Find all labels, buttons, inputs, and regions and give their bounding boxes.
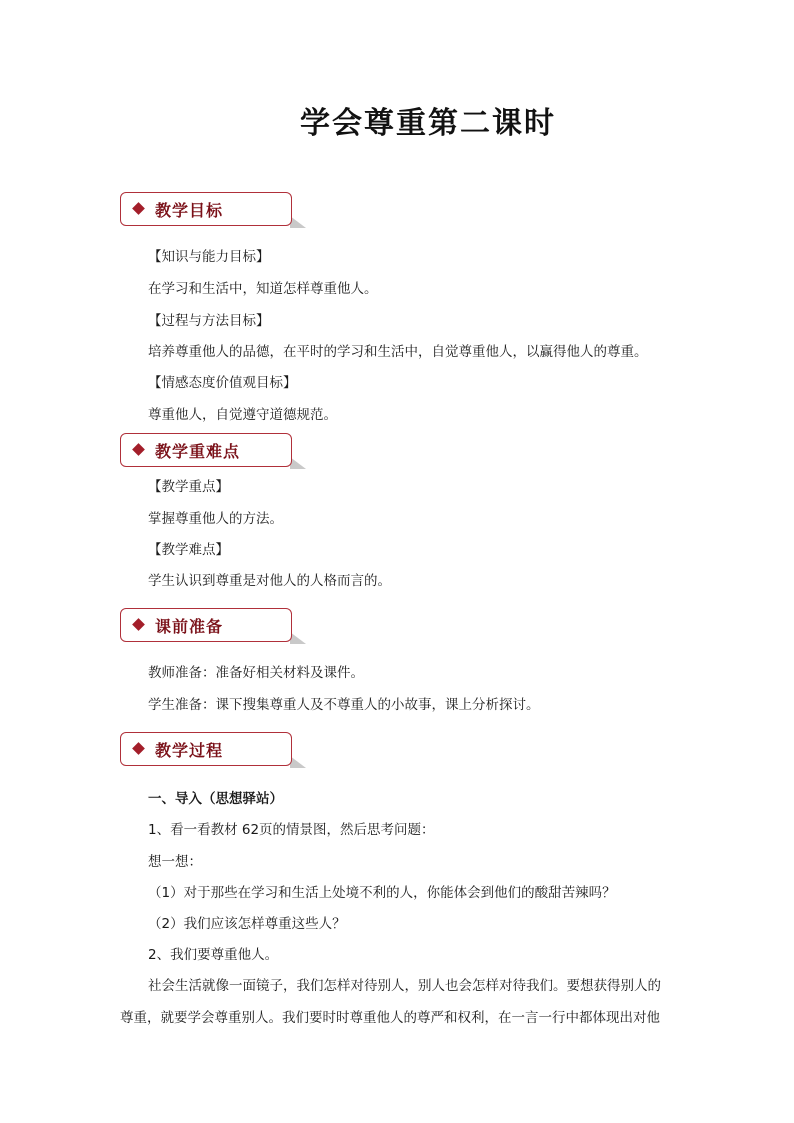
focus-text: 掌握尊重他人的方法。 <box>148 511 283 527</box>
section-heading-prep <box>120 608 292 642</box>
heading-shadow <box>290 216 306 228</box>
difficulty-text: 学生认识到尊重是对他人的人格而言的。 <box>148 573 391 589</box>
section-heading-label: 课前准备 <box>155 617 224 636</box>
section-heading-label: 教学过程 <box>155 741 224 760</box>
heading-shadow <box>290 457 306 469</box>
section-heading-label: 教学重难点 <box>155 442 241 461</box>
emotion-goal-label: 【情感态度价值观目标】 <box>148 375 297 391</box>
process-goal-label: 【过程与方法目标】 <box>148 313 270 329</box>
question-2: （2）我们应该怎样尊重这些人？ <box>148 916 346 932</box>
emotion-goal-text: 尊重他人，自觉遵守道德规范。 <box>148 407 337 423</box>
step1-text: 1、看一看教材 62页的情景图，然后思考问题： <box>148 822 435 838</box>
student-prep: 学生准备：课下搜集尊重人及不尊重人的小故事，课上分析探讨。 <box>148 697 540 713</box>
paragraph-line-1: 社会生活就像一面镜子，我们怎样对待别人，别人也会怎样对待我们。要想获得别人的 <box>148 978 661 994</box>
difficulty-label: 【教学难点】 <box>148 542 229 558</box>
section-heading-label: 教学目标 <box>155 201 224 220</box>
section-heading-goals <box>120 192 292 226</box>
question-1: （1）对于那些在学习和生活上处境不利的人，你能体会到他们的酸甜苦辣吗？ <box>148 885 616 901</box>
part1-title: 一、导入（思想驿站） <box>148 791 283 807</box>
paragraph-line-2: 尊重，就要学会尊重别人。我们要时时尊重他人的尊严和权利，在一言一行中都体现出对他 <box>120 1010 660 1026</box>
section-heading-keypoints <box>120 433 292 467</box>
teacher-prep: 教师准备：准备好相关材料及课件。 <box>148 665 364 681</box>
section-heading-process <box>120 732 292 766</box>
process-goal-text: 培养尊重他人的品德，在平时的学习和生活中，自觉尊重他人，以赢得他人的尊重。 <box>148 344 648 360</box>
page-title: 学会尊重第二课时 <box>300 106 556 141</box>
knowledge-goal-text: 在学习和生活中，知道怎样尊重他人。 <box>148 281 378 297</box>
heading-shadow <box>290 756 306 768</box>
heading-shadow <box>290 632 306 644</box>
focus-label: 【教学重点】 <box>148 479 229 495</box>
think-label: 想一想： <box>148 854 202 870</box>
knowledge-goal-label: 【知识与能力目标】 <box>148 249 270 265</box>
step2-text: 2、我们要尊重他人。 <box>148 947 279 963</box>
